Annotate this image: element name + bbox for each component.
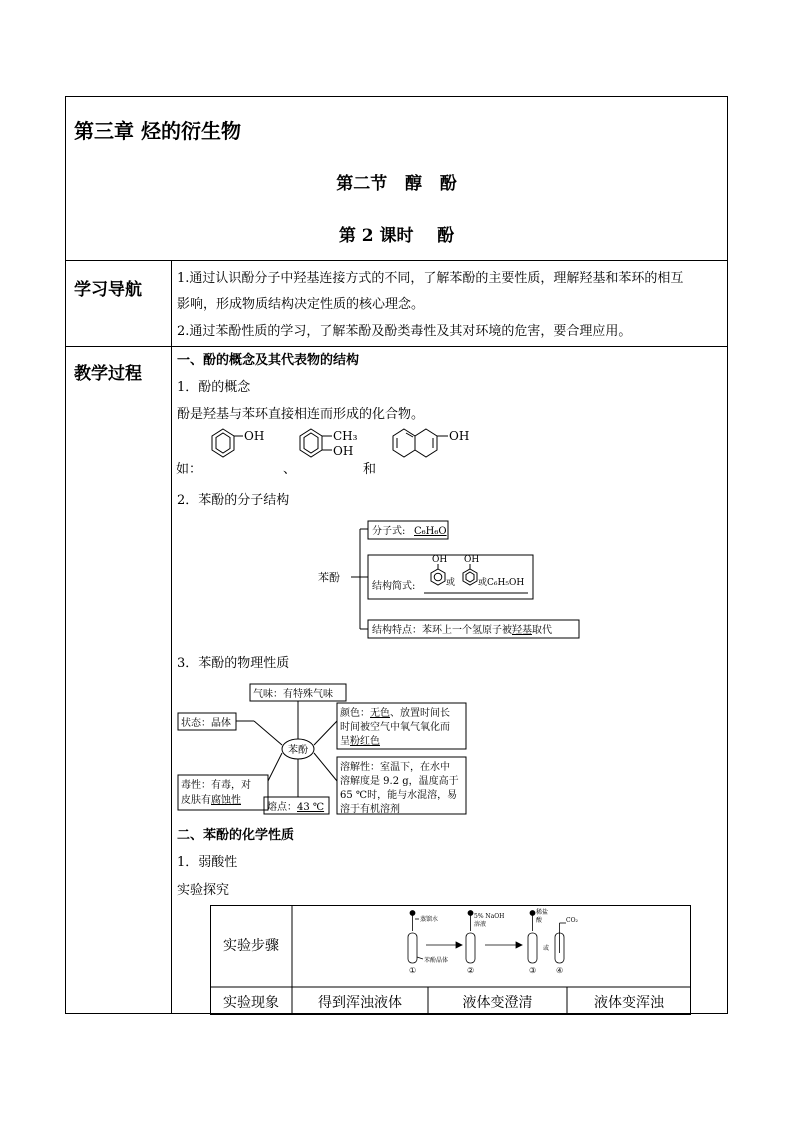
phenol-examples-figure xyxy=(176,425,476,477)
melting-point xyxy=(267,800,324,813)
acidity-title: 1．弱酸性 xyxy=(177,855,238,870)
nav-item-1-line1: 1.通过认识酚分子中羟基连接方式的不同，了解苯酚的主要性质，理解羟基和苯环的相互 xyxy=(177,271,684,286)
nav-item-1-line2: 影响，形成物质结构决定性质的核心理念。 xyxy=(177,297,425,312)
toxicity-key: 腐蚀性 xyxy=(211,795,241,806)
toxicity-prefix: 皮肤有 xyxy=(181,795,211,806)
color-prefix: 颜色： xyxy=(340,708,370,719)
reagent-or: 或 xyxy=(543,945,550,952)
simple-formula-label: 结构简式: xyxy=(372,581,416,592)
oh-label: OH xyxy=(449,429,470,443)
melting-value: 43 ℃ xyxy=(297,802,325,813)
tube-number: ③ xyxy=(529,966,537,975)
result-2: 液体变澄清 xyxy=(462,995,533,1011)
formula-label: 分子式: xyxy=(372,526,406,537)
nav-label: 学习导航 xyxy=(74,280,142,300)
concept-title: 1．酚的概念 xyxy=(177,380,251,395)
divider xyxy=(66,346,727,347)
lesson-plan-table xyxy=(65,96,728,1014)
tube-number: ④ xyxy=(556,966,564,975)
heading-1: 一、酚的概念及其代表物的结构 xyxy=(177,353,360,368)
nav-item-2: 2.通过苯酚性质的学习，了解苯酚及酚类毒性及其对环境的危害，要合理应用。 xyxy=(177,324,632,339)
experiment-subtitle: 实验探究 xyxy=(177,883,230,898)
oh-label: OH xyxy=(333,444,354,458)
lesson-title: 第 2 课时 酚 xyxy=(338,226,455,246)
experiment-table xyxy=(210,905,691,1015)
concept-text: 酚是羟基与苯环直接相连而形成的化合物。 xyxy=(177,407,425,422)
melting-label: 熔点： xyxy=(267,802,297,813)
physical-title: 3．苯酚的物理性质 xyxy=(177,656,290,671)
feature-key: 羟基 xyxy=(512,625,532,636)
physical-properties-diagram xyxy=(172,681,472,817)
reagent-acid-1: 稀盐 xyxy=(536,909,549,916)
tube-number: ① xyxy=(409,966,417,975)
structure-center: 苯酚 xyxy=(318,571,340,584)
oh-label: OH xyxy=(244,429,265,443)
color-line3-key: 粉红色 xyxy=(350,736,380,747)
result-label: 实验现象 xyxy=(223,995,279,1011)
reagent-acid-2: 酸 xyxy=(536,917,543,924)
physical-center: 苯酚 xyxy=(288,745,308,756)
chapter-title: 第三章 烃的衍生物 xyxy=(74,119,241,143)
reagent-co2: CO₂ xyxy=(566,917,578,924)
reagent-naoh-1: 5% NaOH xyxy=(474,913,505,920)
solubility-line-2: 溶解度是 9.2 g，温度高于 xyxy=(340,776,459,787)
process-label: 教学过程 xyxy=(74,364,142,384)
formula-value: C₆H₆O xyxy=(414,526,447,537)
divider xyxy=(66,260,727,261)
oh-label: OH xyxy=(432,555,448,565)
ch3-label: CH₃ xyxy=(333,429,358,443)
step-label: 实验步骤 xyxy=(223,938,279,954)
color-line3-prefix: 呈 xyxy=(340,736,350,747)
structure-feature xyxy=(372,623,552,636)
oh-label: OH xyxy=(464,555,480,565)
solubility-line-4: 溶于有机溶剂 xyxy=(340,804,400,815)
color-suffix: 、放置时间长 xyxy=(390,708,450,719)
solubility-line-1: 溶解性：室温下，在水中 xyxy=(340,762,450,773)
result-1: 得到浑浊液体 xyxy=(318,995,402,1011)
divider xyxy=(171,260,172,1014)
toxicity-line-2 xyxy=(181,793,241,806)
color-line-3 xyxy=(340,734,380,747)
reagent-naoh-2: 溶液 xyxy=(474,921,487,928)
examples-and: 和 xyxy=(363,462,377,477)
toxicity-line-1: 毒性：有毒，对 xyxy=(181,780,251,791)
reagent-water: 蒸馏水 xyxy=(420,916,439,923)
structure-title: 2．苯酚的分子结构 xyxy=(177,493,290,508)
section-title: 第二节 醇 酚 xyxy=(336,174,457,194)
feature-suffix: 取代 xyxy=(532,625,552,636)
reagent-crystal: 苯酚晶体 xyxy=(424,957,449,964)
feature-prefix: 结构特点：苯环上一个氢原子被 xyxy=(372,625,512,636)
heading-2: 二、苯酚的化学性质 xyxy=(177,828,295,843)
odor-text: 气味：有特殊气味 xyxy=(253,689,333,700)
solubility-line-3: 65 ℃时，能与水混溶，易 xyxy=(340,790,458,801)
phenol-structure-diagram xyxy=(316,517,596,642)
examples-separator: 、 xyxy=(283,462,297,477)
state-text: 状态：晶体 xyxy=(181,718,231,729)
examples-prefix: 如： xyxy=(176,462,203,477)
alt-formula: 或C₆H₅OH xyxy=(478,578,525,588)
result-3: 液体变浑浊 xyxy=(594,995,664,1011)
color-key: 无色 xyxy=(370,708,390,719)
tube-number: ② xyxy=(467,966,475,975)
or-label: 或 xyxy=(446,578,456,588)
color-line-2: 时间被空气中氧气氧化而 xyxy=(340,722,450,733)
color-line-1 xyxy=(340,706,450,719)
